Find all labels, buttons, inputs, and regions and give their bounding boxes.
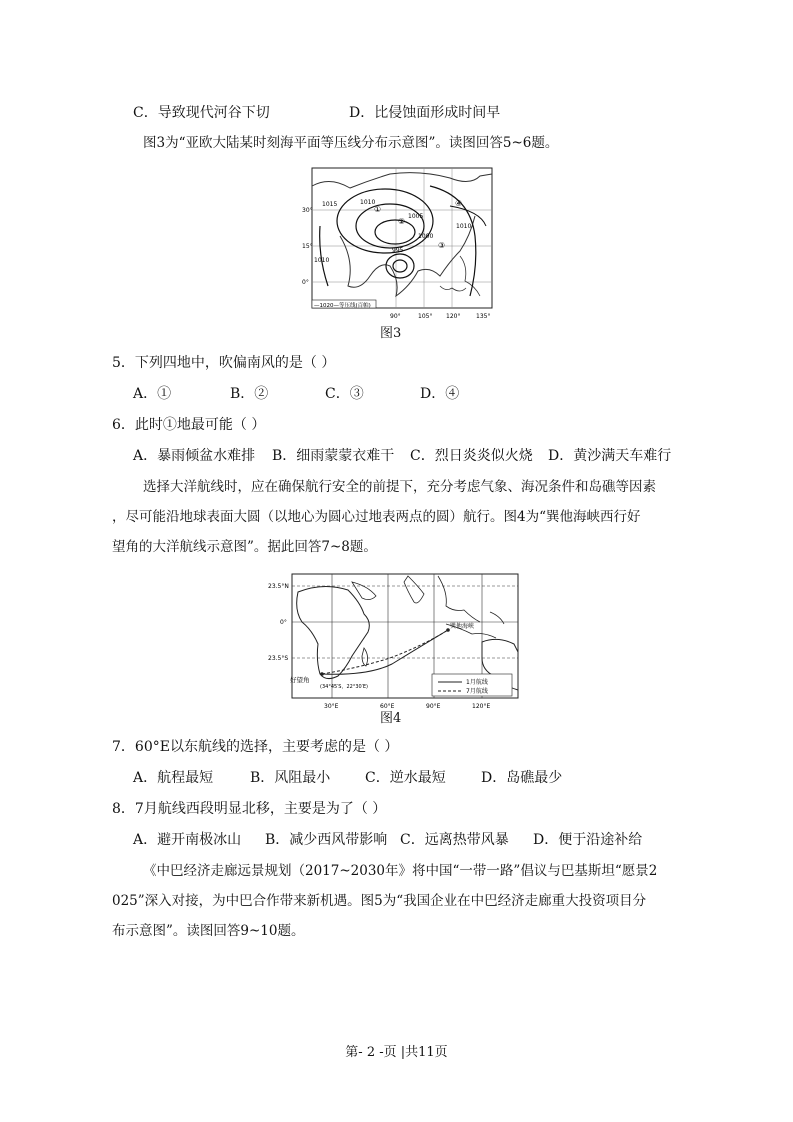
marker-4: ④: [455, 199, 463, 208]
q4-option-d: D．比侵蚀面形成时间早: [349, 105, 501, 121]
lon-label: 60°E: [380, 703, 395, 710]
fig3-intro: 图3为“亚欧大陆某时刻海平面等压线分布示意图”。读图回答5~6题。: [143, 135, 559, 151]
isobar-label: 995: [392, 247, 404, 254]
isobar-label: 1010: [456, 223, 472, 230]
lon-label: 90°E: [426, 703, 441, 710]
lon-label: 90°: [390, 313, 401, 320]
fig3-legend: —1020—等压线(百帕): [314, 303, 371, 309]
q7-option-b: B．风阻最小: [250, 770, 331, 786]
q7-option-d: D．岛礁最少: [481, 770, 563, 786]
q5-option-b: B．②: [230, 386, 269, 402]
q6-option-c: C．烈日炎炎似火烧: [410, 448, 533, 464]
isobar-label: 1015: [322, 201, 338, 208]
question-8: 8．7月航线西段明显北移，主要是为了（ ）: [112, 801, 387, 817]
q7-option-c: C．逆水最短: [365, 770, 446, 786]
fig4-intro-line3: 望角的大洋航线示意图”。据此回答7~8题。: [112, 539, 377, 555]
q5-option-c: C．③: [325, 386, 364, 402]
q8-option-a: A．避开南极冰山: [133, 832, 242, 848]
lat-label: 30°: [302, 207, 313, 214]
marker-3: ③: [438, 241, 446, 250]
marker-2: ②: [398, 217, 406, 226]
marker-1: ①: [374, 205, 382, 214]
q6-option-a: A．暴雨倾盆水难排: [133, 448, 256, 464]
fig4-intro-line2: ，尽可能沿地球表面大圆（以地心为圆心过地表两点的圆）航行。图4为“巽他海峡西行好: [112, 509, 641, 525]
place-cape-of-good-hope: 好望角: [290, 676, 310, 684]
question-7: 7．60°E以东航线的选择，主要考虑的是（ ）: [112, 739, 399, 755]
q5-option-a: A．①: [133, 386, 172, 402]
figure-3-caption: 图3: [380, 326, 402, 341]
legend-jan-route: 1月航线: [466, 679, 488, 686]
question-6: 6．此时①地最可能（ ）: [112, 417, 266, 433]
figure-3-map: [300, 166, 496, 324]
place-sunda-strait: 巽他海峡: [450, 623, 475, 630]
isobar-label: 1000: [418, 233, 434, 240]
lon-label: 105°: [418, 313, 433, 320]
fig4-intro-line1: 选择大洋航线时，应在确保航行安全的前提下，充分考虑气象、海况条件和岛礁等因素: [143, 479, 656, 495]
lat-label: 23.5°S: [268, 655, 289, 662]
q7-option-a: A．航程最短: [133, 770, 214, 786]
fig5-intro-line2: 025”深入对接，为中巴合作带来新机遇。图5为“我国企业在中巴经济走廊重大投资项目分: [112, 893, 647, 909]
q6-option-d: D．黄沙满天车难行: [548, 448, 672, 464]
page-footer: 第- 2 -页 |共11页: [345, 1045, 448, 1060]
isobar-label: 1010: [360, 199, 376, 206]
q8-option-d: D．便于沿途补给: [533, 832, 643, 848]
question-5: 5．下列四地中，吹偏南风的是（ ）: [112, 355, 336, 371]
lat-label: 23.5°N: [268, 583, 289, 590]
lon-label: 120°E: [472, 703, 491, 710]
lat-label: 15°: [302, 243, 313, 250]
lon-label: 135°: [476, 313, 491, 320]
isobar-label: 1005: [408, 213, 424, 220]
q5-option-d: D．④: [420, 386, 460, 402]
q4-option-c: C．导致现代河谷下切: [133, 105, 270, 121]
fig5-intro-line3: 布示意图”。读图回答9~10题。: [112, 923, 305, 939]
q6-option-b: B．细雨蒙蒙衣难干: [272, 448, 395, 464]
cape-coordinates: (34°45′S，22°30′E): [320, 684, 368, 690]
lon-label: 30°E: [324, 703, 339, 710]
legend-jul-route: 7月航线: [466, 688, 488, 695]
lon-label: 120°: [446, 313, 461, 320]
figure-4-caption: 图4: [380, 711, 402, 726]
lat-label: 0°: [280, 619, 287, 626]
fig5-intro-line1: 《中巴经济走廊远景规划（2017~2030年》将中国“一带一路”倡议与巴基斯坦“愿景2: [143, 863, 658, 879]
figure-4-map: [268, 572, 522, 712]
q8-option-c: C．远离热带风暴: [400, 832, 509, 848]
lat-label: 0°: [302, 279, 309, 286]
isobar-label: 1010: [314, 257, 330, 264]
q8-option-b: B．减少西风带影响: [265, 832, 388, 848]
